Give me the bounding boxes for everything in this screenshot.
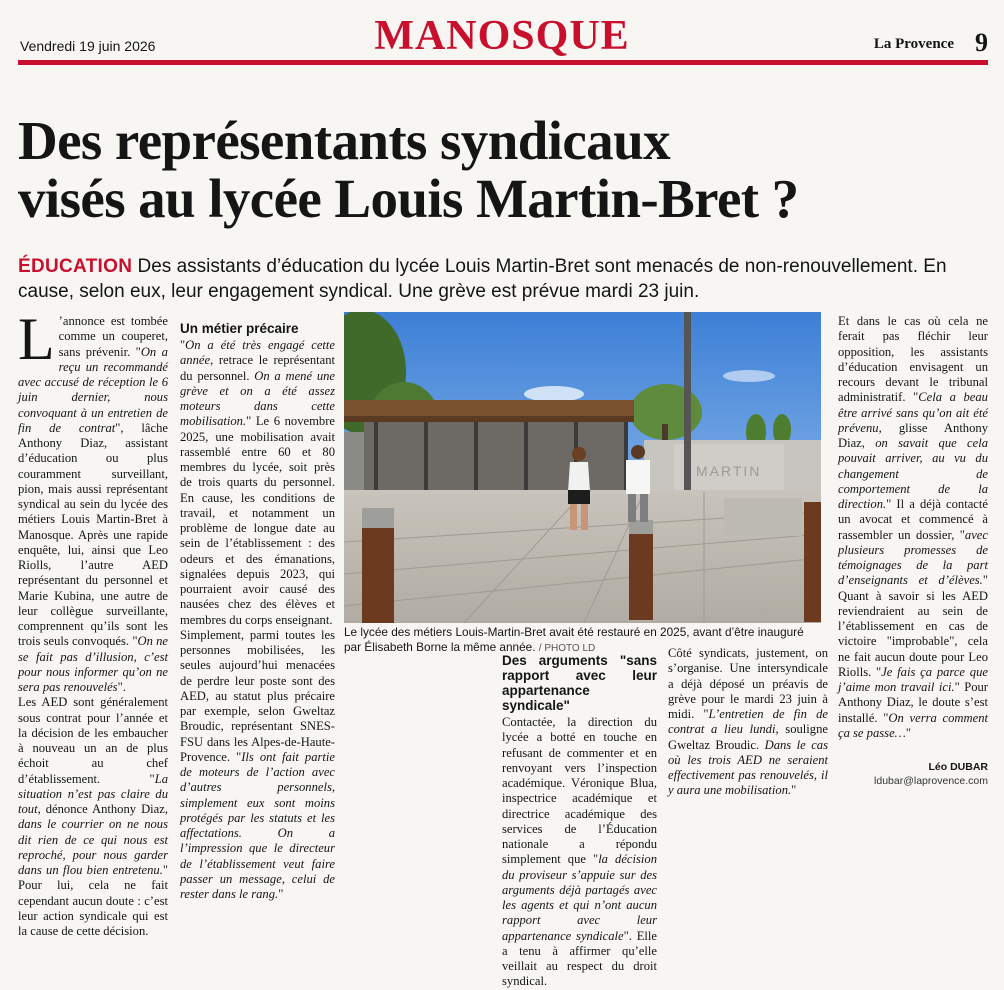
quote-segment: Cela a beau être arrivé sans qu’on ait été prévenu	[838, 390, 988, 435]
text-segment: , dénonce Anthony Diaz,	[37, 802, 168, 816]
text-segment: "	[905, 725, 912, 740]
byline	[838, 760, 988, 788]
header-rule	[18, 60, 988, 65]
subhead-arguments: Des arguments "sans rapport avec leur appartenance syndicale"	[502, 653, 657, 713]
column-6	[838, 314, 988, 741]
newspaper-name: La Provence	[873, 36, 954, 52]
text-segment: ’annonce est tombée comme un couperet, sans prévenir. "	[58, 314, 168, 359]
section-title: MANOSQUE	[374, 13, 630, 59]
edition-date: Vendredi 19 juin 2026	[20, 38, 156, 54]
paragraph-7	[838, 314, 988, 741]
subhead-metier-precaire: Un métier précaire	[180, 321, 299, 336]
drop-cap: L	[18, 306, 55, 372]
quote-segment: L’entretien de fin de contrat a lieu lundi	[668, 707, 828, 737]
text-segment: , glisse Anthony Diaz,	[838, 420, 988, 450]
text-segment: " Il a déjà contacté un avocat et commencé à rassembler un dossier, "	[838, 497, 988, 542]
text-segment: ".	[117, 680, 126, 694]
paragraph-4-text	[180, 628, 335, 901]
column-5	[668, 646, 828, 799]
article-lede	[18, 254, 986, 304]
quote-segment: On ne se fait pas d’illusion, c’est pour nous informer qu’on ne sera pas renouvelés	[18, 634, 168, 694]
text-segment: Et dans le cas où cela ne ferait pas fléchir leur opposition, les assistants d’éducation envisagent un recours devant le tribunal administratif. "	[838, 314, 988, 405]
lede-kicker: ÉDUCATION	[18, 256, 133, 277]
paragraph-6	[668, 646, 828, 799]
school-courtyard-image	[344, 312, 821, 623]
headline-line-1: Des représentants syndicaux	[18, 110, 670, 171]
text-segment: Contactée, la direction du lycée a botté en touche en refusant de commenter et en renvoyant vers l’inspection académique. Véronique Blua, inspectrice académique et directrice académique des services de l’Éducation nationale a répondu simplement que "	[502, 715, 657, 867]
quote-segment: On a reçu un recommandé avec accusé de réception le 6 juin dernier, nous convoquant à un entretien de fin de contrat	[18, 344, 168, 435]
text-segment: " Pour lui, cela ne fait cependant aucun doute : c’est leur action syndicale qui est la cause de cette décision.	[18, 863, 168, 938]
text-segment: ", lâche Anthony Diaz, assistant d’éducation ou plus couramment surveillant, pion, mais aussi représentant syndical au sein du lycée des métiers Louis Martin-Bret à Manosque. Après une rapide enquête, lui, ainsi que Leo Riolls, l’autre AED représentant du personnel et Marie Kubina, une autre de leur collègue surveillante, comprennent qu’ils sont les trois seuls convoqués. "	[18, 420, 168, 649]
quote-segment: Dans le cas où les trois AED ne seraient effectivement pas renouvelés, il y aura une mobilisation.	[668, 737, 828, 798]
paragraph-2-text	[18, 695, 168, 938]
article-photo	[344, 312, 821, 623]
column-1	[18, 306, 168, 939]
text-segment: "	[791, 783, 797, 798]
quote-segment: avec plusieurs promesses de témoignages de la part d’enseignants et d’élèves.	[838, 527, 988, 588]
paragraph-1	[18, 306, 168, 695]
paragraph-3	[180, 338, 335, 628]
article-headline	[18, 112, 988, 228]
author-name: Léo DUBAR	[928, 761, 988, 773]
text-segment: " Quant à savoir si les AED reviendraient au sein de l’établissement en cas de victoire "improbable", cela ne fait aucun doute pour Leo Riolls. "	[838, 573, 988, 679]
paragraph-5	[502, 715, 657, 990]
paragraph-6-text	[668, 646, 828, 797]
paragraph-4	[180, 628, 335, 903]
column-4	[502, 646, 657, 990]
author-email[interactable]: ldubar@laprovence.com	[874, 775, 988, 787]
page-number: 9	[975, 28, 988, 57]
quote-segment: On a mené une grève et on a été assez moteurs dans cette mobilisation.	[180, 368, 336, 429]
building-sign-text: MARTIN	[696, 463, 762, 479]
caption-text: Le lycée des métiers Louis-Martin-Bret avait été restauré en 2025, avant d’être inauguré par Élisabeth Borne la même année.	[344, 625, 804, 654]
paragraph-2	[18, 695, 168, 939]
text-segment: Côté syndicats, justement, on s’organise. Une intersyndicale a déjà déposé un préavis de grève pour le mardi 23 juin à midi. "	[668, 646, 828, 721]
quote-segment: Je fais ça parce que j’aime mon travail ici.	[838, 664, 988, 694]
lede-text: Des assistants d’éducation du lycée Louis Martin-Bret sont menacés de non-renouvellement. En cause, selon eux, leur engagement syndical. Une grève est prévue mardi 23 juin.	[18, 256, 947, 302]
text-segment: Simplement, parmi toutes les personnes mobilisées, les seules aujourd’hui menacées de perdre leur poste sont des AED, au statut plus précaire par exemple, selon Gweltaz Broudic, représentant SNES-FSU dans les Alpes-de-Haute-Provence. "	[180, 627, 335, 764]
quote-segment: Ils ont fait partie de moteurs de l’action avec d’autres personnels, simplement eux sont moins protégés par les statuts et les affectations. On a l’impression que le directeur de l’établissement veut faire passer un message, celui de rester dans le rang.	[180, 749, 335, 901]
paragraph-5-text	[502, 715, 657, 988]
text-segment: , retrace le représentant du personnel.	[180, 353, 335, 383]
text-segment: "	[180, 338, 186, 352]
quote-segment: on savait que cela pouvait arriver, au vu du changement de comportement de la direction.	[838, 436, 988, 511]
paragraph-3-text	[180, 338, 335, 627]
quote-segment: la décision du proviseur s’appuie sur des arguments déjà partagés avec les agents et qui n’ont aucun rapport avec leur appartenance syndicale	[502, 852, 657, 943]
photo-credit: / PHOTO LD	[538, 642, 596, 654]
quote-segment: On a été très engagé cette année	[180, 338, 335, 368]
quote-segment: On verra comment ça se passe…	[838, 710, 989, 740]
text-segment: " Pour Anthony Diaz, le doute s’est installé. "	[838, 680, 988, 725]
text-segment: "	[278, 887, 284, 901]
headline-line-2: visés au lycée Louis Martin-Bret ?	[18, 168, 799, 229]
quote-segment: dans le courrier on ne nous dit rien de ce qui nous est reproché, pour nous garder dans un flou bien entretenu.	[18, 817, 168, 877]
text-segment: " Le 6 novembre 2025, une mobilisation avait rassemblé entre 60 et 80 membres du lycée, soit près de trois quarts du personnel. En cause, les conditions de travail, et notamment un problème de longue date au sein de l’établissement : des odeurs et des émanations, signalées depuis 2023, qui pourraient avoir causé des nausées chez des élèves et membres du corps enseignant.	[180, 414, 335, 627]
text-segment: Les AED sont généralement sous contrat pour l’année et la décision de les embaucher à nouveau un an de plus échoit au chef d’établissement. "	[18, 695, 168, 786]
text-segment: ". Elle a tenu à affirmer qu’elle veillait au respect du droit syndical.	[502, 928, 657, 989]
paragraph-7-text	[838, 314, 988, 740]
quote-segment: La situation n’est pas claire du tout	[18, 771, 168, 816]
column-2	[180, 314, 335, 902]
text-segment: , souligne Gweltaz Broudic.	[668, 722, 828, 752]
